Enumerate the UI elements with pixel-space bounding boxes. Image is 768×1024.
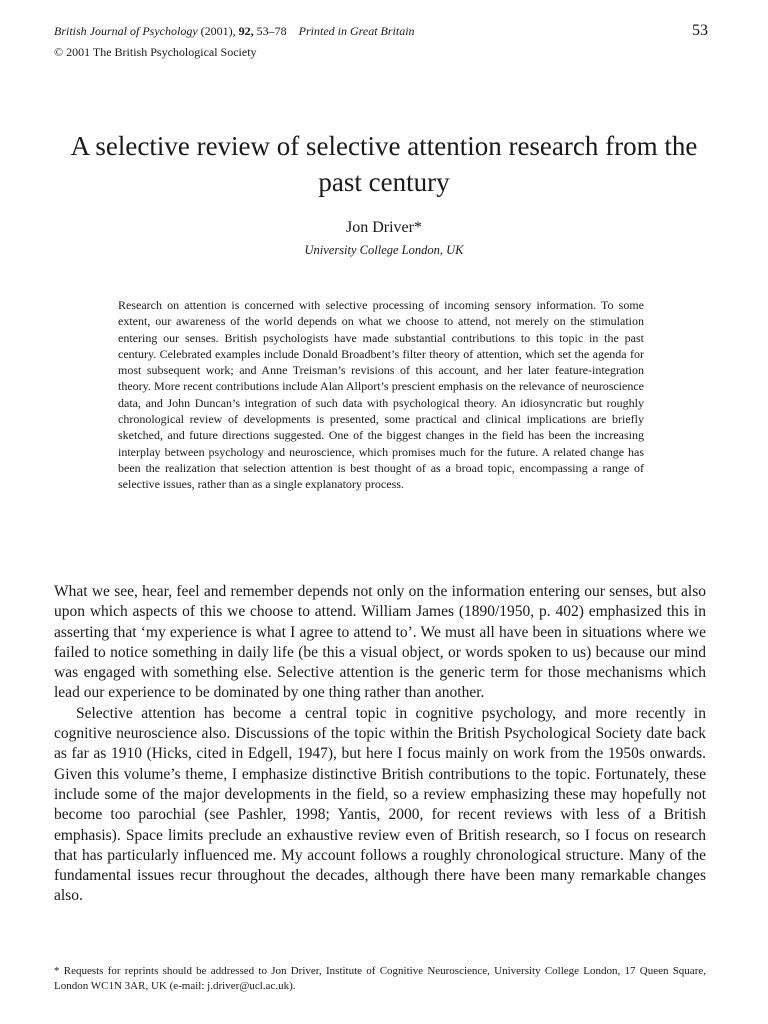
journal-pages: 53–78 [256,24,287,38]
footnote: * Requests for reprints should be addressed to Jon Driver, Institute of Cognitive Neuroscience, University College London, 17 Queen Square, London WC1N 3AR, UK (e-mail: j.driver@ucl.ac.uk). [54,965,706,992]
article-title: A selective review of selective attention research from the past century [70,131,698,197]
body-paragraph: Selective attention has become a central topic in cognitive psychology, and more recently in cognitive neuroscience also. Discussions of the topic within the British Psychological Society date back as far as 1910 (Hicks, cited in Edgell, 1947), but here I focus mainly on work from the 1950s onwards. Given this volume’s theme, I emphasize distinctive British contributions to the topic. Fortunately, these include some of the major developments in the field, so a review emphasizing these may hopefully not become too parochial (see Pashler, 1998; Yantis, 2000, for recent reviews with less of a British emphasis). Space limits preclude an exhaustive review even of British research, so I focus on research that has particularly influenced me. My account follows a roughly chronological structure. Many of the fundamental issues recur throughout the decades, although there have been many remarkable changes also. [54,704,706,905]
article-author: Jon Driver* [346,219,422,236]
author-affiliation: University College London, UK [304,243,464,257]
journal-volume: 92, [238,24,254,38]
abstract: Research on attention is concerned with selective processing of incoming sensory information. To some extent, our awareness of the world depends on what we choose to attend, not merely on the stimulation entering our senses. British psychologists have made substantial contributions to this topic in the past century. Celebrated examples include Donald Broadbent’s filter theory of attention, which set the agenda for most subsequent work; and Anne Treisman’s revisions of this account, and her later feature-integration theory. More recent contributions include Alan Allport’s prescient emphasis on the relevance of neuroscience data, and John Duncan’s integration of such data with psychological theory. An idiosyncratic but roughly chronological review of developments is presented, some practical and clinical implications are briefly sketched, and future directions suggested. One of the biggest changes in the field has been the increasing interplay between psychology and neuroscience, which promises much for the future. A related change has been the realization that selection attention is best thought of as a broad topic, encompassing a range of selective issues, rather than as a single explanatory process. [118,298,644,492]
article-body [54,582,706,907]
journal-citation [54,24,415,39]
journal-name: British Journal of Psychology [54,24,198,38]
printed-in: Printed in Great Britain [298,24,415,38]
body-paragraph: What we see, hear, feel and remember depends not only on the information entering our senses, but also upon which aspects of this we choose to attend. William James (1890/1950, p. 402) emphasized this in asserting that ‘my experience is what I agree to attend to’. We must all have been in situations where we failed to notice something in daily life (be this a visual object, or words spoken to us) because our mind was engaged with something else. Selective attention is the generic term for those mechanisms which lead our experience to be dominated by one thing rather than another. [54,583,706,702]
copyright-line: © 2001 The British Psychological Society [54,45,257,59]
page-number: 53 [692,22,708,39]
journal-year: (2001), [200,24,236,38]
